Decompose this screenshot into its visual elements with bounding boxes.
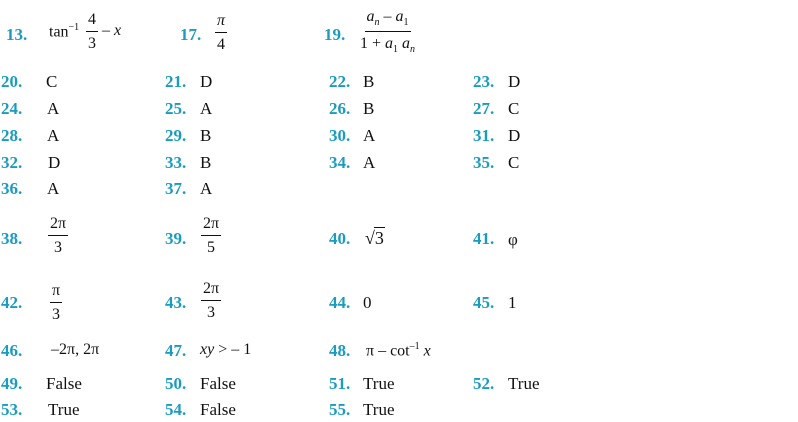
sub-1: 1 [393, 44, 399, 56]
question-number: 49. [1, 374, 23, 393]
question-number: 35. [473, 153, 495, 172]
answer-48 [366, 342, 431, 359]
answer-47 [200, 342, 251, 358]
question-number: 28. [1, 126, 23, 145]
denominator [360, 32, 415, 55]
fraction-43 [201, 281, 221, 321]
denominator: 3 [54, 239, 63, 256]
answer-value: A [200, 99, 213, 118]
question-number: 53. [1, 400, 23, 419]
answer-value: φ [508, 230, 518, 249]
question-number: 27. [473, 99, 495, 118]
answer-value: B [363, 72, 375, 91]
question-number: 32. [1, 153, 23, 172]
sub-1: 1 [403, 17, 409, 29]
question-number: 43. [165, 293, 187, 312]
answer-value: A [47, 126, 60, 145]
fraction-38 [48, 216, 68, 256]
question-number: 36. [1, 179, 23, 198]
answer-value: 1 [508, 293, 517, 312]
answer-value: C [508, 99, 520, 118]
answer-value: 0 [363, 293, 372, 312]
answer-value: True [48, 400, 80, 419]
sub-n: n [374, 17, 380, 29]
answer-value: True [508, 374, 540, 393]
answer-value: A [47, 99, 60, 118]
exponent: −1 [68, 22, 80, 33]
minus: – [379, 8, 396, 25]
answer-value: True [363, 374, 395, 393]
question-number: 29. [165, 126, 187, 145]
answer-value: –2π, 2π [51, 341, 100, 358]
question-number: 45. [473, 293, 495, 312]
answer-value: A [47, 179, 60, 198]
answer-value: A [363, 126, 376, 145]
tail-text: – x [102, 22, 122, 39]
expr-xy: xy [200, 341, 215, 358]
fraction-19 [360, 9, 415, 55]
fraction-17 [215, 13, 227, 53]
var-a: a [395, 8, 404, 25]
denominator: 3 [88, 35, 96, 52]
question-number: 39. [165, 229, 187, 248]
answer-value: False [46, 374, 82, 393]
question-number: 37. [165, 179, 187, 198]
answer-value: True [363, 400, 395, 419]
answer-value: False [200, 374, 236, 393]
question-number: 34. [329, 153, 351, 172]
var-x: x [423, 342, 431, 360]
denominator: 4 [217, 36, 225, 53]
question-number: 55. [329, 400, 351, 419]
question-number: 33. [165, 153, 187, 172]
fraction-13 [86, 12, 98, 52]
question-number: 25. [165, 99, 187, 118]
answer-value: B [200, 153, 212, 172]
question-number: 17. [180, 25, 202, 44]
question-number: 26. [329, 99, 351, 118]
question-number: 19. [324, 25, 346, 44]
numerator: 4 [86, 12, 98, 32]
question-number: 50. [165, 374, 187, 393]
numerator [365, 9, 411, 32]
numerator: 2π [201, 281, 221, 301]
answer-value: B [200, 126, 212, 145]
var-a: a [402, 35, 411, 53]
answer-value: D [48, 153, 61, 172]
question-number: 40. [329, 229, 351, 248]
fraction-39 [201, 216, 221, 256]
var-a: a [366, 8, 375, 25]
exponent: –1 [409, 341, 420, 352]
numerator: π [50, 283, 62, 303]
answer-value: C [508, 153, 520, 172]
question-number: 13. [6, 25, 28, 44]
func-tan: tan [49, 23, 69, 41]
numerator: 2π [201, 216, 221, 236]
answer-13 [49, 23, 79, 40]
answer-value: False [200, 400, 236, 419]
answer-value: A [200, 179, 213, 198]
var-a: a [385, 35, 394, 53]
answer-value: C [46, 72, 58, 91]
inequality-rest: > – 1 [214, 341, 252, 358]
denominator: 3 [207, 304, 216, 321]
question-number: 22. [329, 72, 351, 91]
answer-value: A [363, 153, 376, 172]
numerator: 2π [48, 216, 68, 236]
question-number: 47. [165, 341, 187, 360]
answer-value: D [508, 126, 521, 145]
numerator: π [215, 13, 227, 33]
fraction-42 [50, 283, 62, 323]
question-number: 38. [1, 229, 23, 248]
denominator: 3 [52, 306, 61, 323]
question-number: 42. [1, 293, 23, 312]
question-number: 23. [473, 72, 495, 91]
expr-pi-cot: π – cot [366, 342, 410, 360]
answer-value: B [363, 99, 375, 118]
one-plus: 1 + [360, 35, 386, 53]
question-number: 30. [329, 126, 351, 145]
sqrt-expression [365, 229, 385, 247]
question-number: 41. [473, 229, 495, 248]
question-number: 51. [329, 374, 351, 393]
radical-sign: √ [365, 228, 375, 248]
question-number: 20. [1, 72, 23, 91]
question-number: 52. [473, 374, 495, 393]
question-number: 24. [1, 99, 23, 118]
question-number: 48. [329, 341, 351, 360]
denominator: 5 [207, 239, 216, 256]
question-number: 21. [165, 72, 187, 91]
answer-13-tail [102, 23, 121, 39]
sub-n: n [410, 44, 416, 56]
question-number: 54. [165, 400, 187, 419]
radicand: 3 [374, 228, 384, 248]
answer-value: D [200, 72, 213, 91]
question-number: 31. [473, 126, 495, 145]
question-number: 44. [329, 293, 351, 312]
answer-value: D [508, 72, 521, 91]
question-number: 46. [1, 341, 23, 360]
